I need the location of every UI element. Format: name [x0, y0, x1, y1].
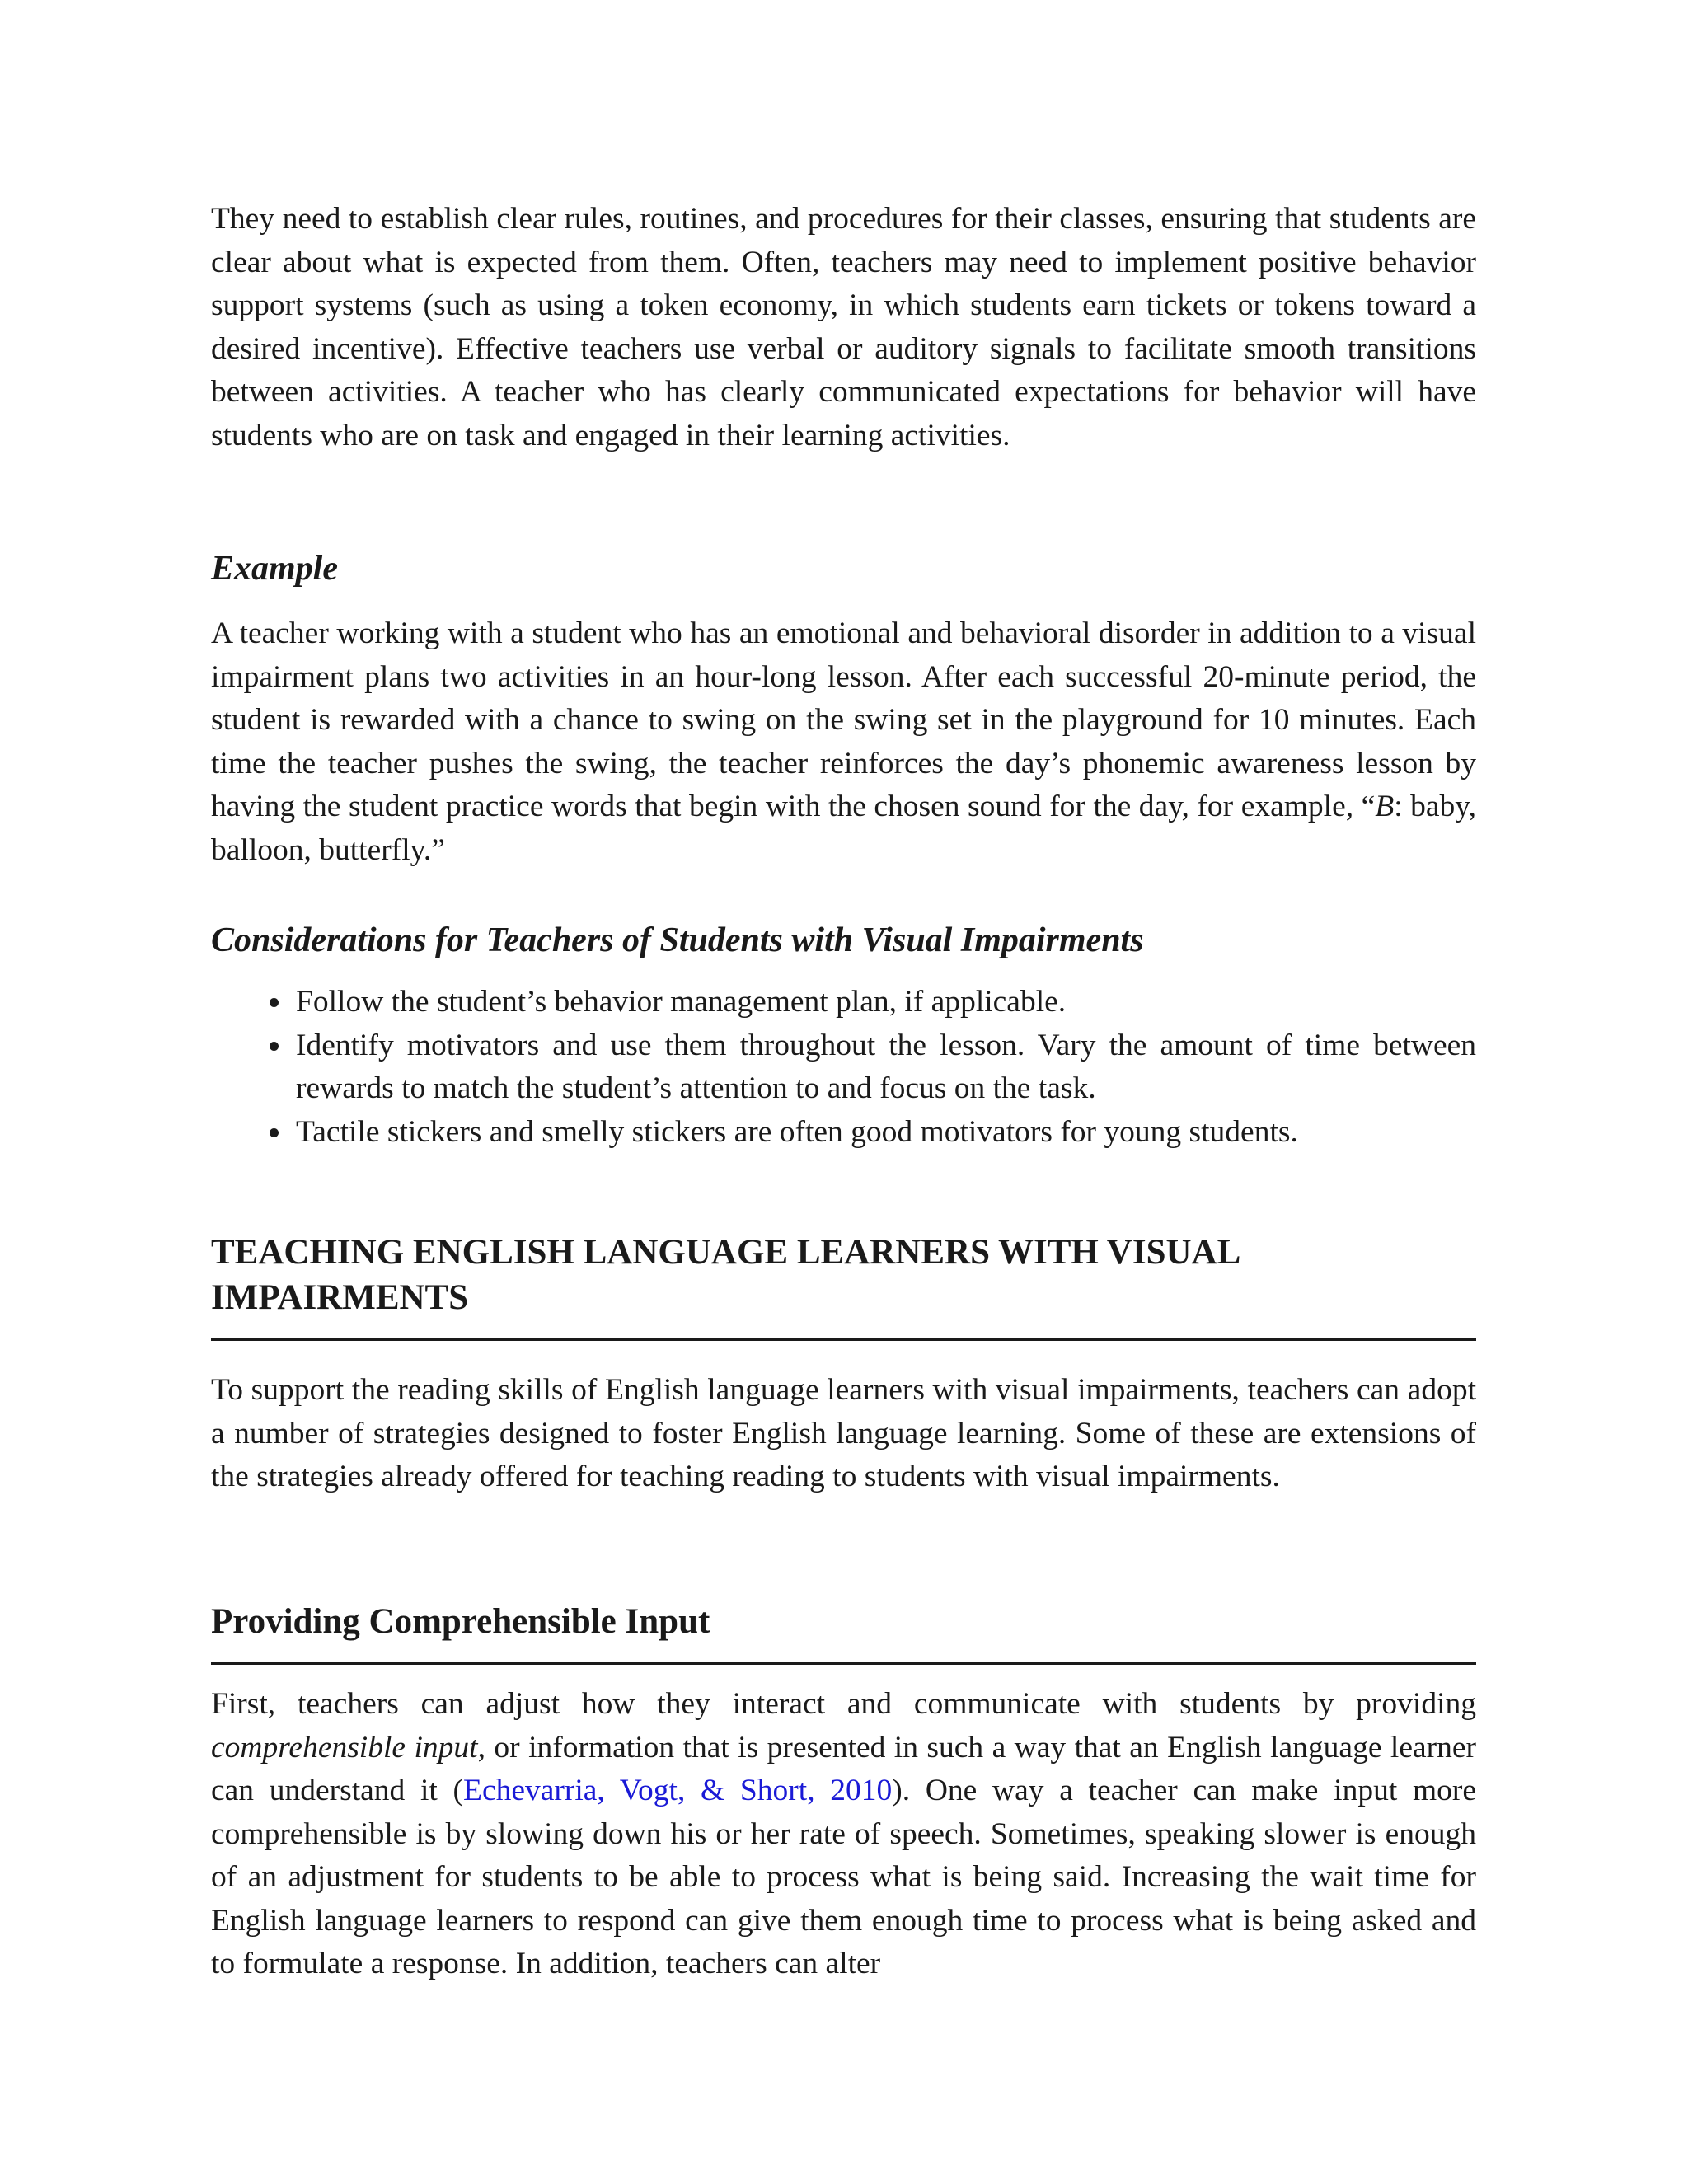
example-text-before: A teacher working with a student who has an emotional and behavioral disorder in addition to a visual impairment plans two activities in an hour-long lesson. After each successful 20-minute period, the student is rewarded with a chance to swing on the swing set in the playground for 10 minutes. Each time the teacher pushes the swing, the teacher reinforces the day’s phonemic awareness lesson by having the student practice words that begin with the chosen sound for the day, for example, “: [211, 616, 1476, 823]
list-item: [211, 1024, 1476, 1111]
comprehensible-text-2: , or information that is presented in such a way that an English language learner can understand it (: [211, 1730, 1476, 1807]
list-item: [211, 1111, 1476, 1155]
example-text-after: : baby, balloon, butterfly.”: [211, 790, 1476, 867]
list-item-text: Tactile stickers and smelly stickers are often good motivators for young students.: [296, 1114, 1298, 1149]
section-heading-teaching-ell: TEACHING ENGLISH LANGUAGE LEARNERS WITH VISUAL IMPAIRMENTS: [211, 1230, 1476, 1341]
teaching-ell-paragraph: To support the reading skills of English language learners with visual impairments, teachers can adopt a number of strategies designed to foster English language learning. Some of these are extensions of the strategies already offered for teaching reading to students with visual impairments.: [211, 1373, 1476, 1493]
bullet-icon: [270, 998, 279, 1007]
paragraph-behavior-rules: They need to establish clear rules, routines, and procedures for their classes, ensuring that students are clear about what is expected from them. Often, teachers may need to implement positive behavior support systems (such as using a token economy, in which students earn tickets or tokens toward a desired incentive). Effective teachers use verbal or auditory signals to facilitate smooth transitions between activities. A teacher who has clearly communicated expectations for behavior will have students who are on task and engaged in their learning activities.: [211, 202, 1476, 452]
example-paragraph: [211, 612, 1476, 872]
bullet-icon: [270, 1128, 279, 1137]
list-item-text: Identify motivators and use them throughout the lesson. Vary the amount of time between rewards to match the student’s attention to and focus on the task.: [296, 1028, 1476, 1105]
considerations-heading: Considerations for Teachers of Students with Visual Impairments: [211, 921, 1144, 959]
section-heading-comprehensible-input: Providing Comprehensible Input: [211, 1599, 1476, 1665]
considerations-list: [211, 981, 1476, 1154]
bullet-icon: [270, 1042, 279, 1051]
list-item: [211, 981, 1476, 1024]
example-heading: Example: [211, 550, 338, 588]
list-item-text: Follow the student’s behavior management plan, if applicable.: [296, 985, 1067, 1019]
comprehensible-input-term: comprehensible input: [211, 1730, 478, 1765]
example-letter: B: [1375, 790, 1395, 823]
comprehensible-text-3: ). One way a teacher can make input more comprehensible is by slowing down his or her rate of speech. Sometimes, speaking slower is enough of an adjustment for students to be able to process what is being said. Increasing the wait time for English language learners to respond can give them enough time to process what is being asked and to formulate a response. In addition, teachers can alter: [211, 1774, 1476, 1980]
citation-link[interactable]: Echevarria, Vogt, & Short, 2010: [463, 1774, 893, 1807]
comprehensible-text-1: First, teachers can adjust how they interact and communicate with students by providing: [211, 1687, 1476, 1721]
comprehensible-input-paragraph: [211, 1683, 1476, 1986]
